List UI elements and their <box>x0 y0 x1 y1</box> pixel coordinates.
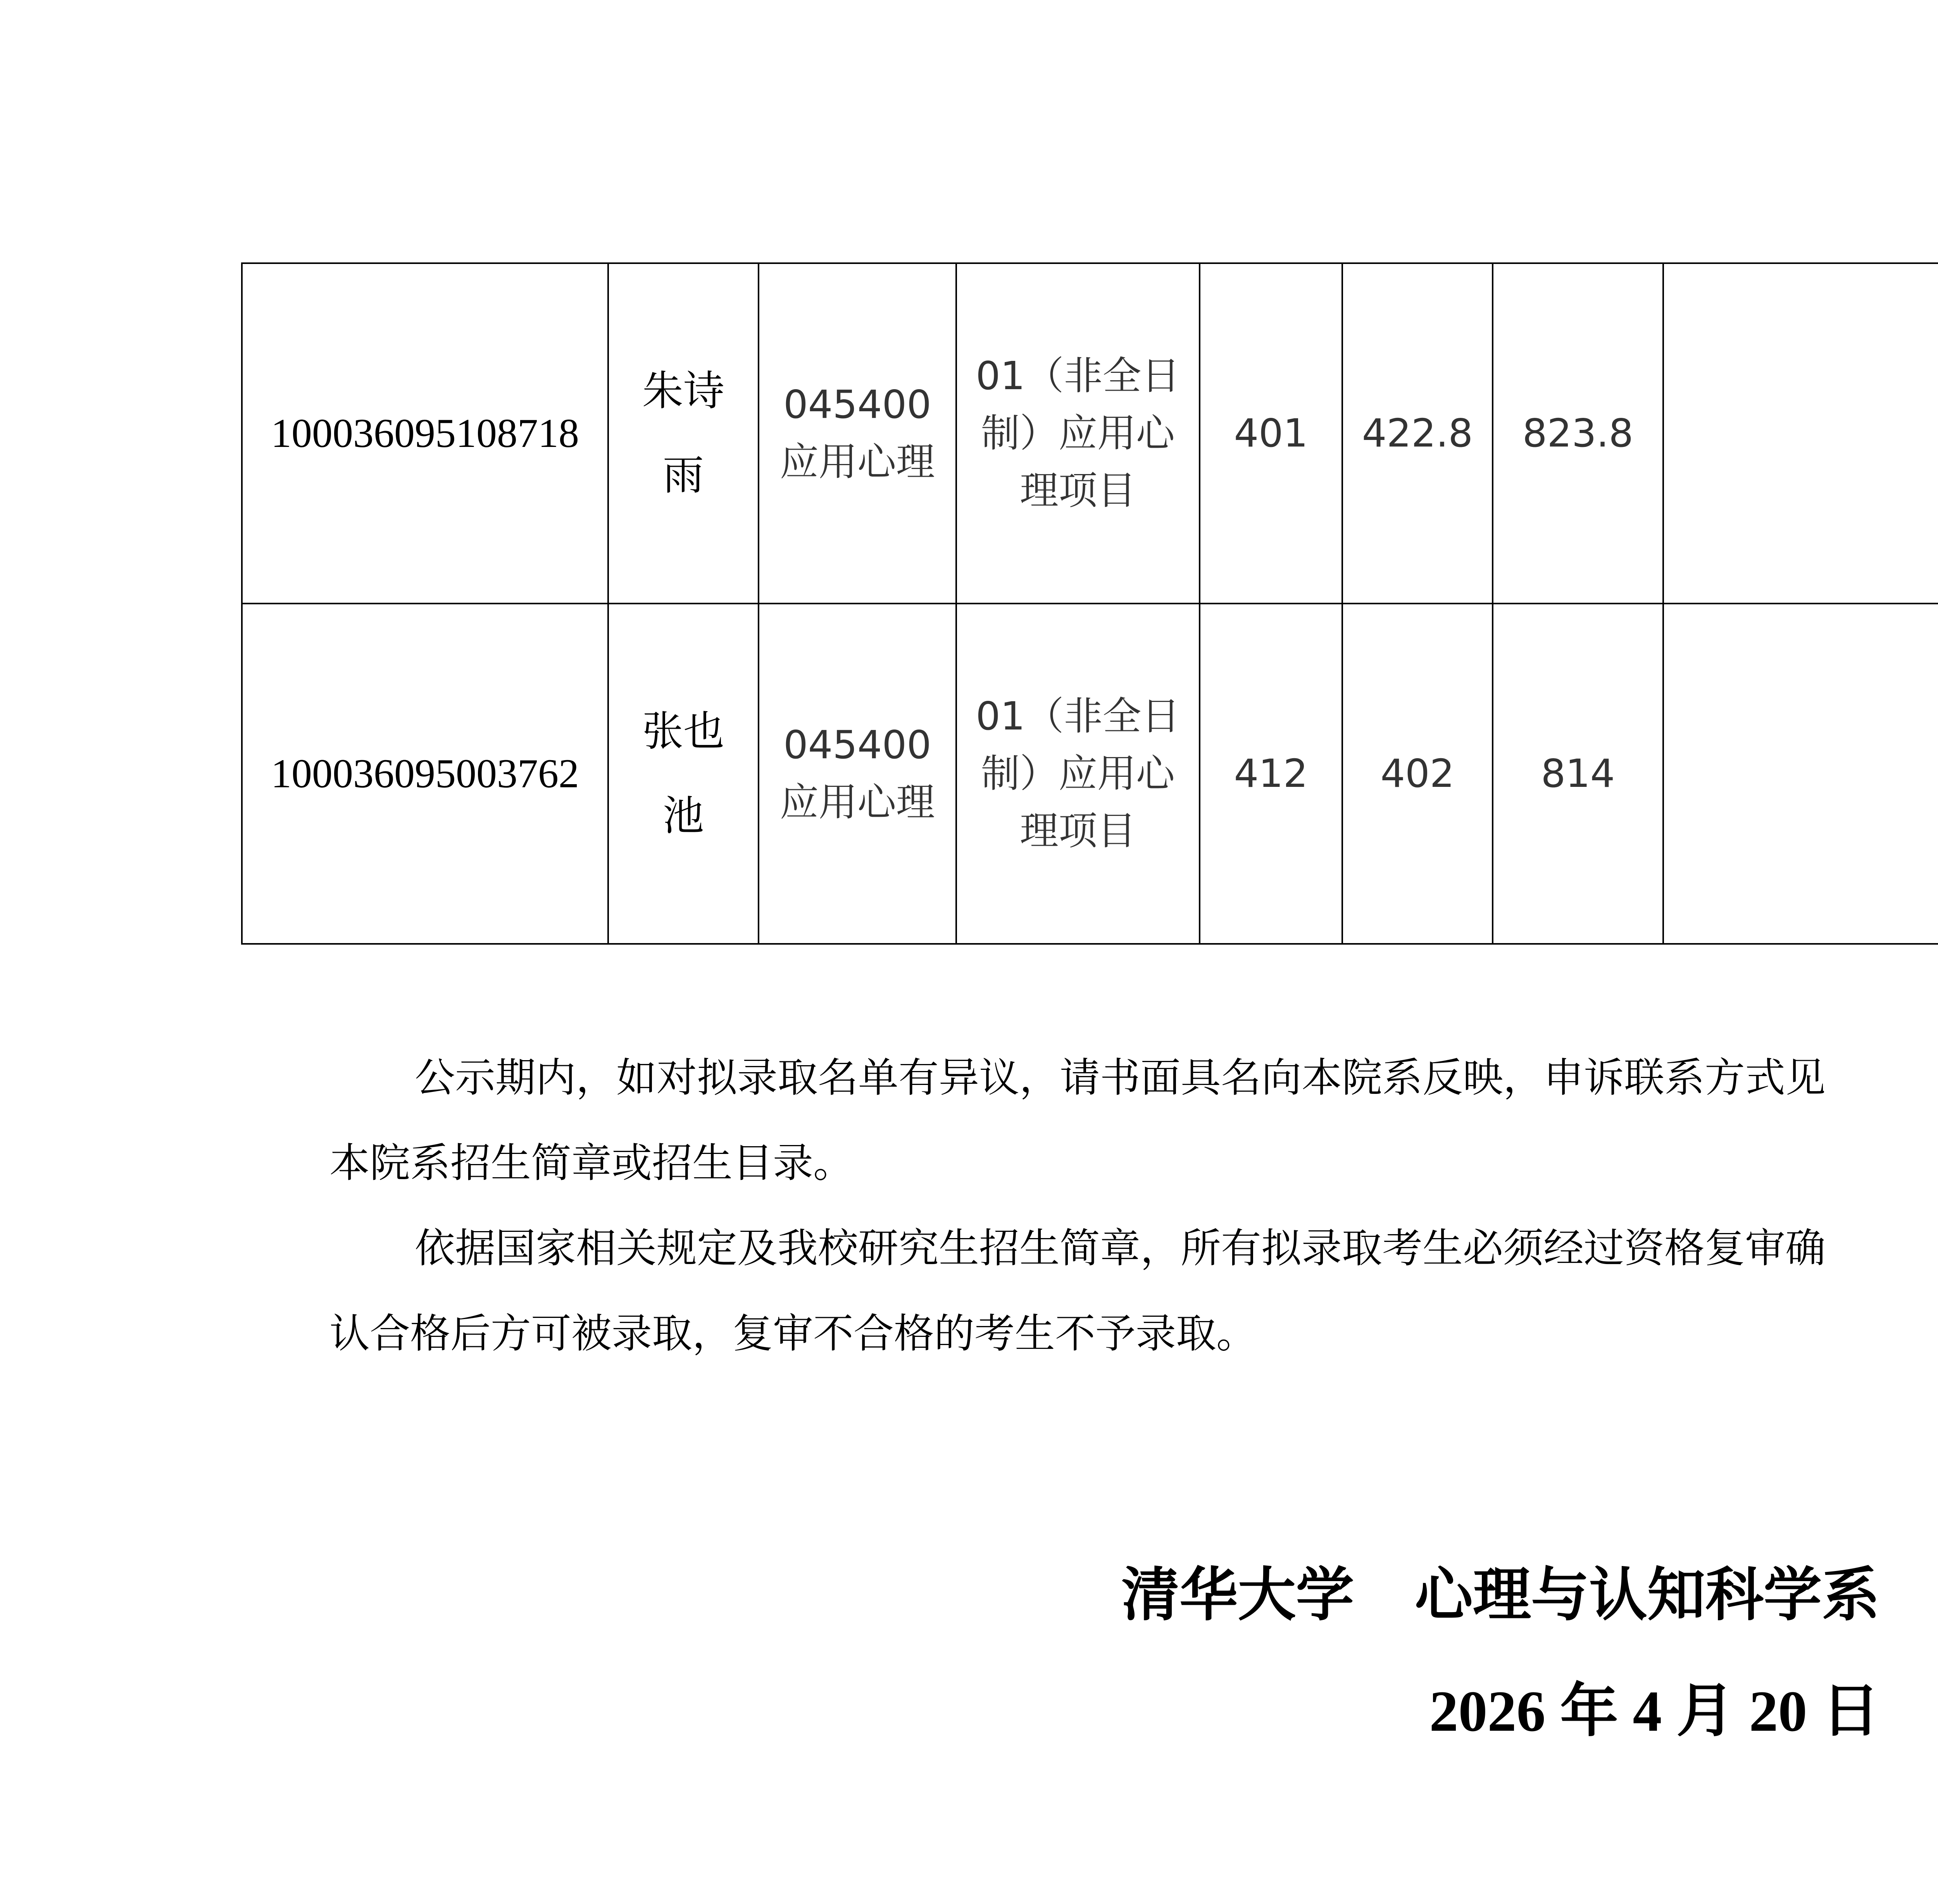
score-2-cell: 422.8 <box>1342 263 1493 604</box>
name-cell: 朱诗 雨 <box>608 263 759 604</box>
score-2-cell: 402 <box>1342 604 1493 944</box>
program-cell: 01（非全日 制）应用心 理项目 <box>956 604 1200 944</box>
program-cell: 01（非全日 制）应用心 理项目 <box>956 263 1200 604</box>
name-cell: 张也 池 <box>608 604 759 944</box>
table-row <box>242 604 1938 944</box>
score-1-cell: 401 <box>1200 263 1342 604</box>
remark-cell <box>1663 263 1938 604</box>
exam-id-cell: 100036095108718 <box>242 263 608 604</box>
notice-paragraph: 公示期内，如对拟录取名单有异议，请书面具名向本院系反映，申诉联系方式见本院系招生简章或招生目录。 <box>329 1054 1826 1187</box>
signature-org: 清华大学 心理与认知科学系 <box>1121 1561 1880 1629</box>
total-score-cell: 823.8 <box>1493 263 1663 604</box>
notice-text <box>329 1035 1860 1376</box>
exam-id-cell: 100036095003762 <box>242 604 608 944</box>
major-cell: 045400 应用心理 <box>759 263 956 604</box>
total-score-cell: 814 <box>1493 604 1663 944</box>
signature-date: 2026 年 4 月 20 日 <box>1429 1679 1880 1744</box>
remark-cell <box>1663 604 1938 944</box>
admission-table <box>241 262 1938 945</box>
score-1-cell: 412 <box>1200 604 1342 944</box>
major-cell: 045400 应用心理 <box>759 604 956 944</box>
table-row <box>242 263 1938 604</box>
notice-paragraph: 依据国家相关规定及我校研究生招生简章，所有拟录取考生必须经过资格复审确认合格后方可被录取，复审不合格的考生不予录取。 <box>329 1224 1826 1357</box>
